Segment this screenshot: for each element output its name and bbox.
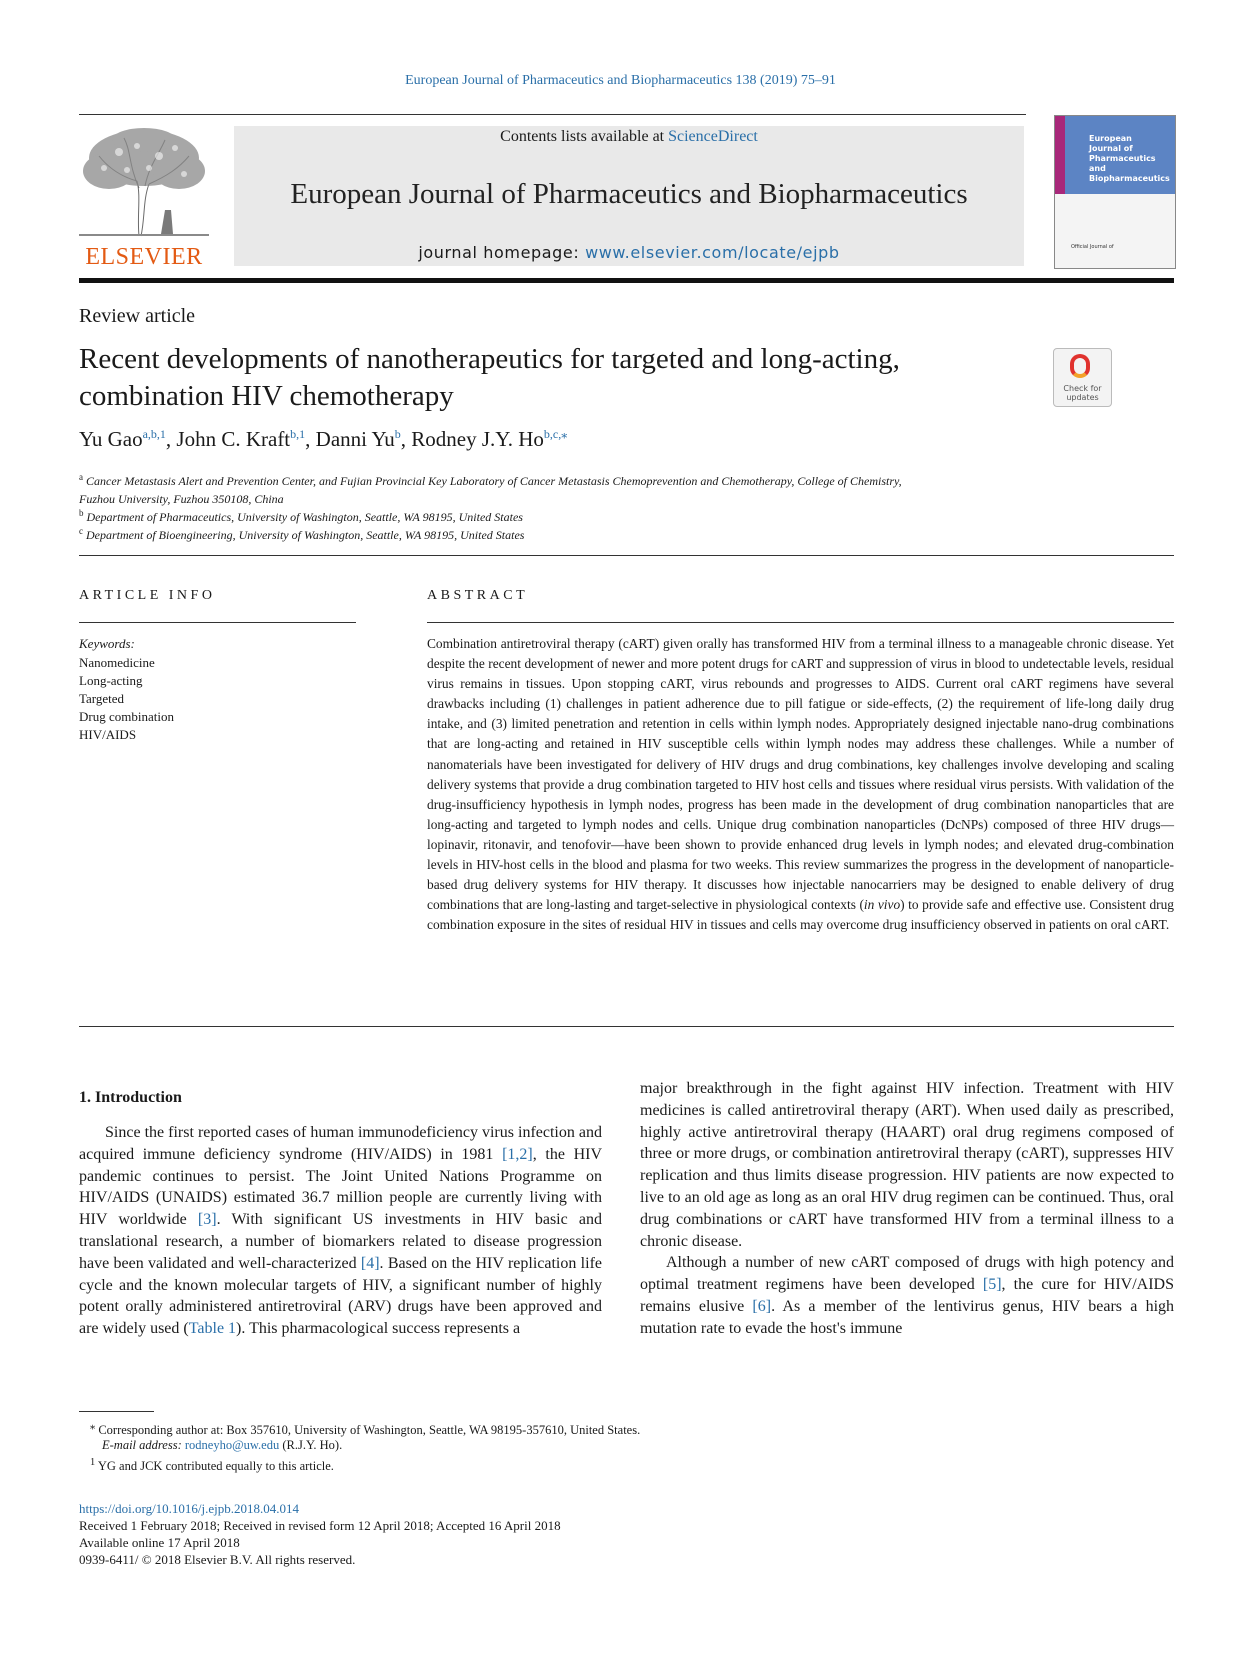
cover-line: Journal of: [1089, 144, 1133, 153]
contents-prefix: Contents lists available at: [500, 128, 669, 145]
footnote-mark: 1: [90, 1457, 96, 1468]
author-separator: ,: [165, 427, 177, 451]
citation-link[interactable]: [3]: [197, 1211, 217, 1229]
affiliation-mark: a: [79, 472, 83, 482]
crossmark-label-line: Check for: [1063, 384, 1102, 393]
homepage-prefix: journal homepage:: [418, 243, 586, 262]
elsevier-tree-icon: [79, 126, 209, 238]
footnote-text: YG and JCK contributed equally to this article.: [97, 1459, 334, 1474]
keywords-list: [79, 654, 174, 744]
homepage-link[interactable]: www.elsevier.com/locate/ejpb: [585, 243, 840, 262]
author-name[interactable]: Danni Yu: [315, 427, 395, 451]
abstract-rule: [427, 622, 1174, 623]
author-list: [79, 427, 567, 452]
affiliation-text: Department of Bioengineering, University of Washington, Seattle, WA 98195, United States: [86, 528, 525, 542]
cover-line: European: [1089, 134, 1132, 143]
journal-masthead: [234, 126, 1024, 266]
citation-link[interactable]: [5]: [982, 1276, 1002, 1294]
sciencedirect-link[interactable]: ScienceDirect: [668, 128, 758, 145]
paragraph: [79, 1122, 602, 1340]
body-text: Since the first reported cases of human immunodeficiency virus infection and acquired immune deficiency syndrome (HIV/AIDS) in 1981: [79, 1124, 602, 1163]
body-text: . With significant US investments in HIV basic and translational research, a number of biomarkers related to disease progression have been validated and well-characterized: [79, 1211, 602, 1272]
footnote-mark: ⁎: [90, 1421, 96, 1432]
keyword-item: Targeted: [79, 691, 125, 706]
keyword-item: HIV/AIDS: [79, 727, 137, 742]
body-text: ). This pharmacological success represents a: [236, 1320, 521, 1338]
affiliation-text: Department of Pharmaceutics, University of Washington, Seattle, WA 98195, United States: [86, 510, 523, 524]
keywords-label: Keywords:: [79, 636, 135, 651]
header-top-rule: [79, 114, 1026, 115]
article-title: Recent developments of nanotherapeutics for targeted and long-acting, combination HIV chemotherapy: [79, 343, 900, 412]
citation-link[interactable]: [4]: [360, 1254, 380, 1272]
article-metadata: [79, 1500, 561, 1568]
affiliation-text: Fuzhou University, Fuzhou 350108, China: [79, 492, 284, 506]
contents-line: [234, 128, 1024, 146]
author-name[interactable]: Yu Gao: [79, 427, 143, 451]
abstract-text: ) to provide safe and effective use. Consistent drug combination exposure in the sites of residual HIV in tissues and cells may overcome drug insufficiency observed in patients on oral cART.: [427, 897, 1175, 933]
author-name[interactable]: John C. Kraft: [176, 427, 291, 451]
author-name[interactable]: Rodney J.Y. Ho: [411, 427, 544, 451]
running-head[interactable]: [0, 73, 1241, 89]
front-matter-rule: [79, 555, 1174, 556]
author-affiliation-mark[interactable]: b,1: [290, 427, 306, 441]
crossmark-label: [1054, 384, 1111, 402]
body-text: Although a number of new cART composed of drugs with high potency and optimal treatment regimens have been developed: [640, 1254, 1174, 1294]
journal-cover-thumbnail[interactable]: [1054, 115, 1176, 269]
abstract-body: [427, 634, 1174, 935]
author-separator: ,: [305, 427, 316, 451]
copyright: 0939-6411/ © 2018 Elsevier B.V. All rights reserved.: [79, 1552, 356, 1567]
footnote-equal-contribution: [90, 1454, 334, 1475]
keyword-item: Long-acting: [79, 673, 143, 688]
email-label: E-mail address:: [102, 1438, 185, 1452]
cover-title: [1089, 134, 1175, 184]
running-head-link[interactable]: European Journal of Pharmaceutics and Biopharmaceutics 138 (2019) 75–91: [405, 73, 836, 88]
affiliation-a: [79, 468, 902, 508]
body-text: , the cure for HIV/AIDS remains elusive: [640, 1276, 1174, 1315]
affiliation-text: Cancer Metastasis Alert and Prevention Center, and Fujian Provincial Key Laboratory of Cancer Metastasis Chemoprevention and Chemotherapy, College of Chemistry,: [86, 474, 902, 488]
body-text: . Based on the HIV replication life cycle and the known molecular targets of HIV, a significant number of highly potent orally administered antiretroviral (ARV) drugs have been approved and are widely used (: [79, 1254, 602, 1338]
elsevier-logo[interactable]: [79, 126, 209, 270]
header-bottom-rule: [79, 278, 1174, 283]
check-for-updates-button[interactable]: [1053, 348, 1112, 407]
cover-stripe: [1055, 116, 1065, 194]
abstract-text: Combination antiretroviral therapy (cART) given orally has transformed HIV from a terminal illness to a manageable chronic disease. Yet despite the recent development of newer and more potent drugs for cART and suppression of virus in blood to undetectable levels, residual virus remains in tissues. Upon stopping cART, virus rebounds and progresses to AIDS. Current oral cART regimens have several drawbacks including (1) challenges in patient adherence due to pill fatigue or side-effects, (2) the requirement of life-long daily drug intake, and (3) limited penetration and retention in cells within lymph nodes. Appropriately designed injectable nano-drug combinations that are long-acting and retained in HIV susceptible cells within lymph nodes may address these challenges. While a number of nanomaterials have been investigated for delivery of HIV drugs and drug combinations, key challenges involve developing and scaling delivery systems that provide a drug combination targeted to HIV host cells and tissues where residual virus persists. With validation of the drug-insufficiency hypothesis in lymph nodes, progress has been made in the development of drug combination nanoparticles that are long-acting and targeted to lymph nodes and cells. Unique drug combination nanoparticles (DcNPs) composed of three HIV drugs—lopinavir, ritonavir, and tenofovir—have been shown to provide enhanced drug levels in lymph nodes; and elevated drug-combination levels in HIV-host cells in the blood and plasma for two weeks. This review summarizes the progress in the development of nanoparticle-based drug delivery systems for HIV therapy. It discusses how injectable nanocarriers may be designed to enable delivery of drug combinations that are long-lasting and target-selective in physiological contexts (: [427, 636, 1174, 913]
cover-line: Biopharmaceutics: [1089, 174, 1170, 183]
footnote-text: (R.J.Y. Ho).: [279, 1438, 343, 1452]
body-column-left: [79, 1122, 602, 1365]
article-type: Review article: [79, 305, 196, 327]
affiliation-mark: b: [79, 508, 84, 518]
crossmark-label-line: updates: [1066, 393, 1099, 402]
abstract-bottom-rule: [79, 1026, 1174, 1027]
affiliation-mark: c: [79, 526, 83, 536]
footnote-email: [102, 1436, 342, 1454]
article-info-rule: [79, 622, 356, 623]
abstract-heading: ABSTRACT: [427, 588, 529, 603]
paragraph: major breakthrough in the fight against HIV infection. Treatment with HIV medicines is called antiretroviral therapy (ART). When used daily as prescribed, highly active antiretroviral therapy (HAART) oral drug regimens composed of three or more drugs, or combination antiretroviral therapy (cART), suppresses HIV replication and thus limits disease progression. HIV patients are now expected to live to an old age as long as an oral HIV drug regimen can be continued. Thus, oral drug combinations or cART have transformed HIV from a terminal illness to a chronic disease.: [640, 1080, 1174, 1250]
abstract-italic: in vivo: [863, 897, 901, 913]
citation-link[interactable]: [1,2]: [502, 1145, 533, 1163]
article-info-heading: ARTICLE INFO: [79, 588, 216, 603]
body-text: . As a member of the lentivirus genus, HIV bears a high mutation rate to evade the host's immune: [640, 1297, 1175, 1337]
affiliation-c: [79, 522, 524, 544]
paragraph: [640, 1252, 1174, 1339]
available-online: Available online 17 April 2018: [79, 1535, 240, 1550]
email-link[interactable]: rodneyho@uw.edu: [184, 1438, 280, 1452]
citation-link[interactable]: [6]: [752, 1297, 772, 1315]
footnote-text: Corresponding author at: Box 357610, University of Washington, Seattle, WA 98195-357610, United States.: [98, 1423, 641, 1438]
keyword-item: Nanomedicine: [79, 655, 155, 670]
table-link[interactable]: Table 1: [188, 1320, 237, 1338]
cover-line: Pharmaceutics and: [1089, 154, 1156, 173]
author-affiliation-mark[interactable]: a,b,1: [142, 427, 166, 441]
homepage-line: [234, 243, 1024, 262]
keyword-item: Drug combination: [79, 709, 174, 724]
cover-footer: Official Journal of: [1071, 244, 1114, 250]
author-separator: ,: [400, 427, 412, 451]
section-heading-introduction: 1. Introduction: [79, 1089, 182, 1106]
footnote-rule: [79, 1411, 154, 1412]
crossmark-icon: [1070, 354, 1090, 378]
author-affiliation-mark[interactable]: b,c,⁎: [543, 427, 568, 441]
body-column-right: [640, 1078, 1174, 1340]
body-text: , the HIV pandemic continues to persist. The Joint United Nations Programme on HIV/AIDS (UNAIDS) estimated 36.7 million people are currently living with HIV worldwide: [79, 1145, 602, 1229]
doi-link[interactable]: https://doi.org/10.1016/j.ejpb.2018.04.014: [79, 1501, 300, 1516]
elsevier-wordmark: ELSEVIER: [85, 244, 203, 270]
author-affiliation-mark[interactable]: b: [394, 427, 401, 441]
journal-title: European Journal of Pharmaceutics and Biopharmaceutics: [290, 178, 968, 210]
received-dates: Received 1 February 2018; Received in revised form 12 April 2018; Accepted 16 April 2018: [79, 1518, 561, 1533]
